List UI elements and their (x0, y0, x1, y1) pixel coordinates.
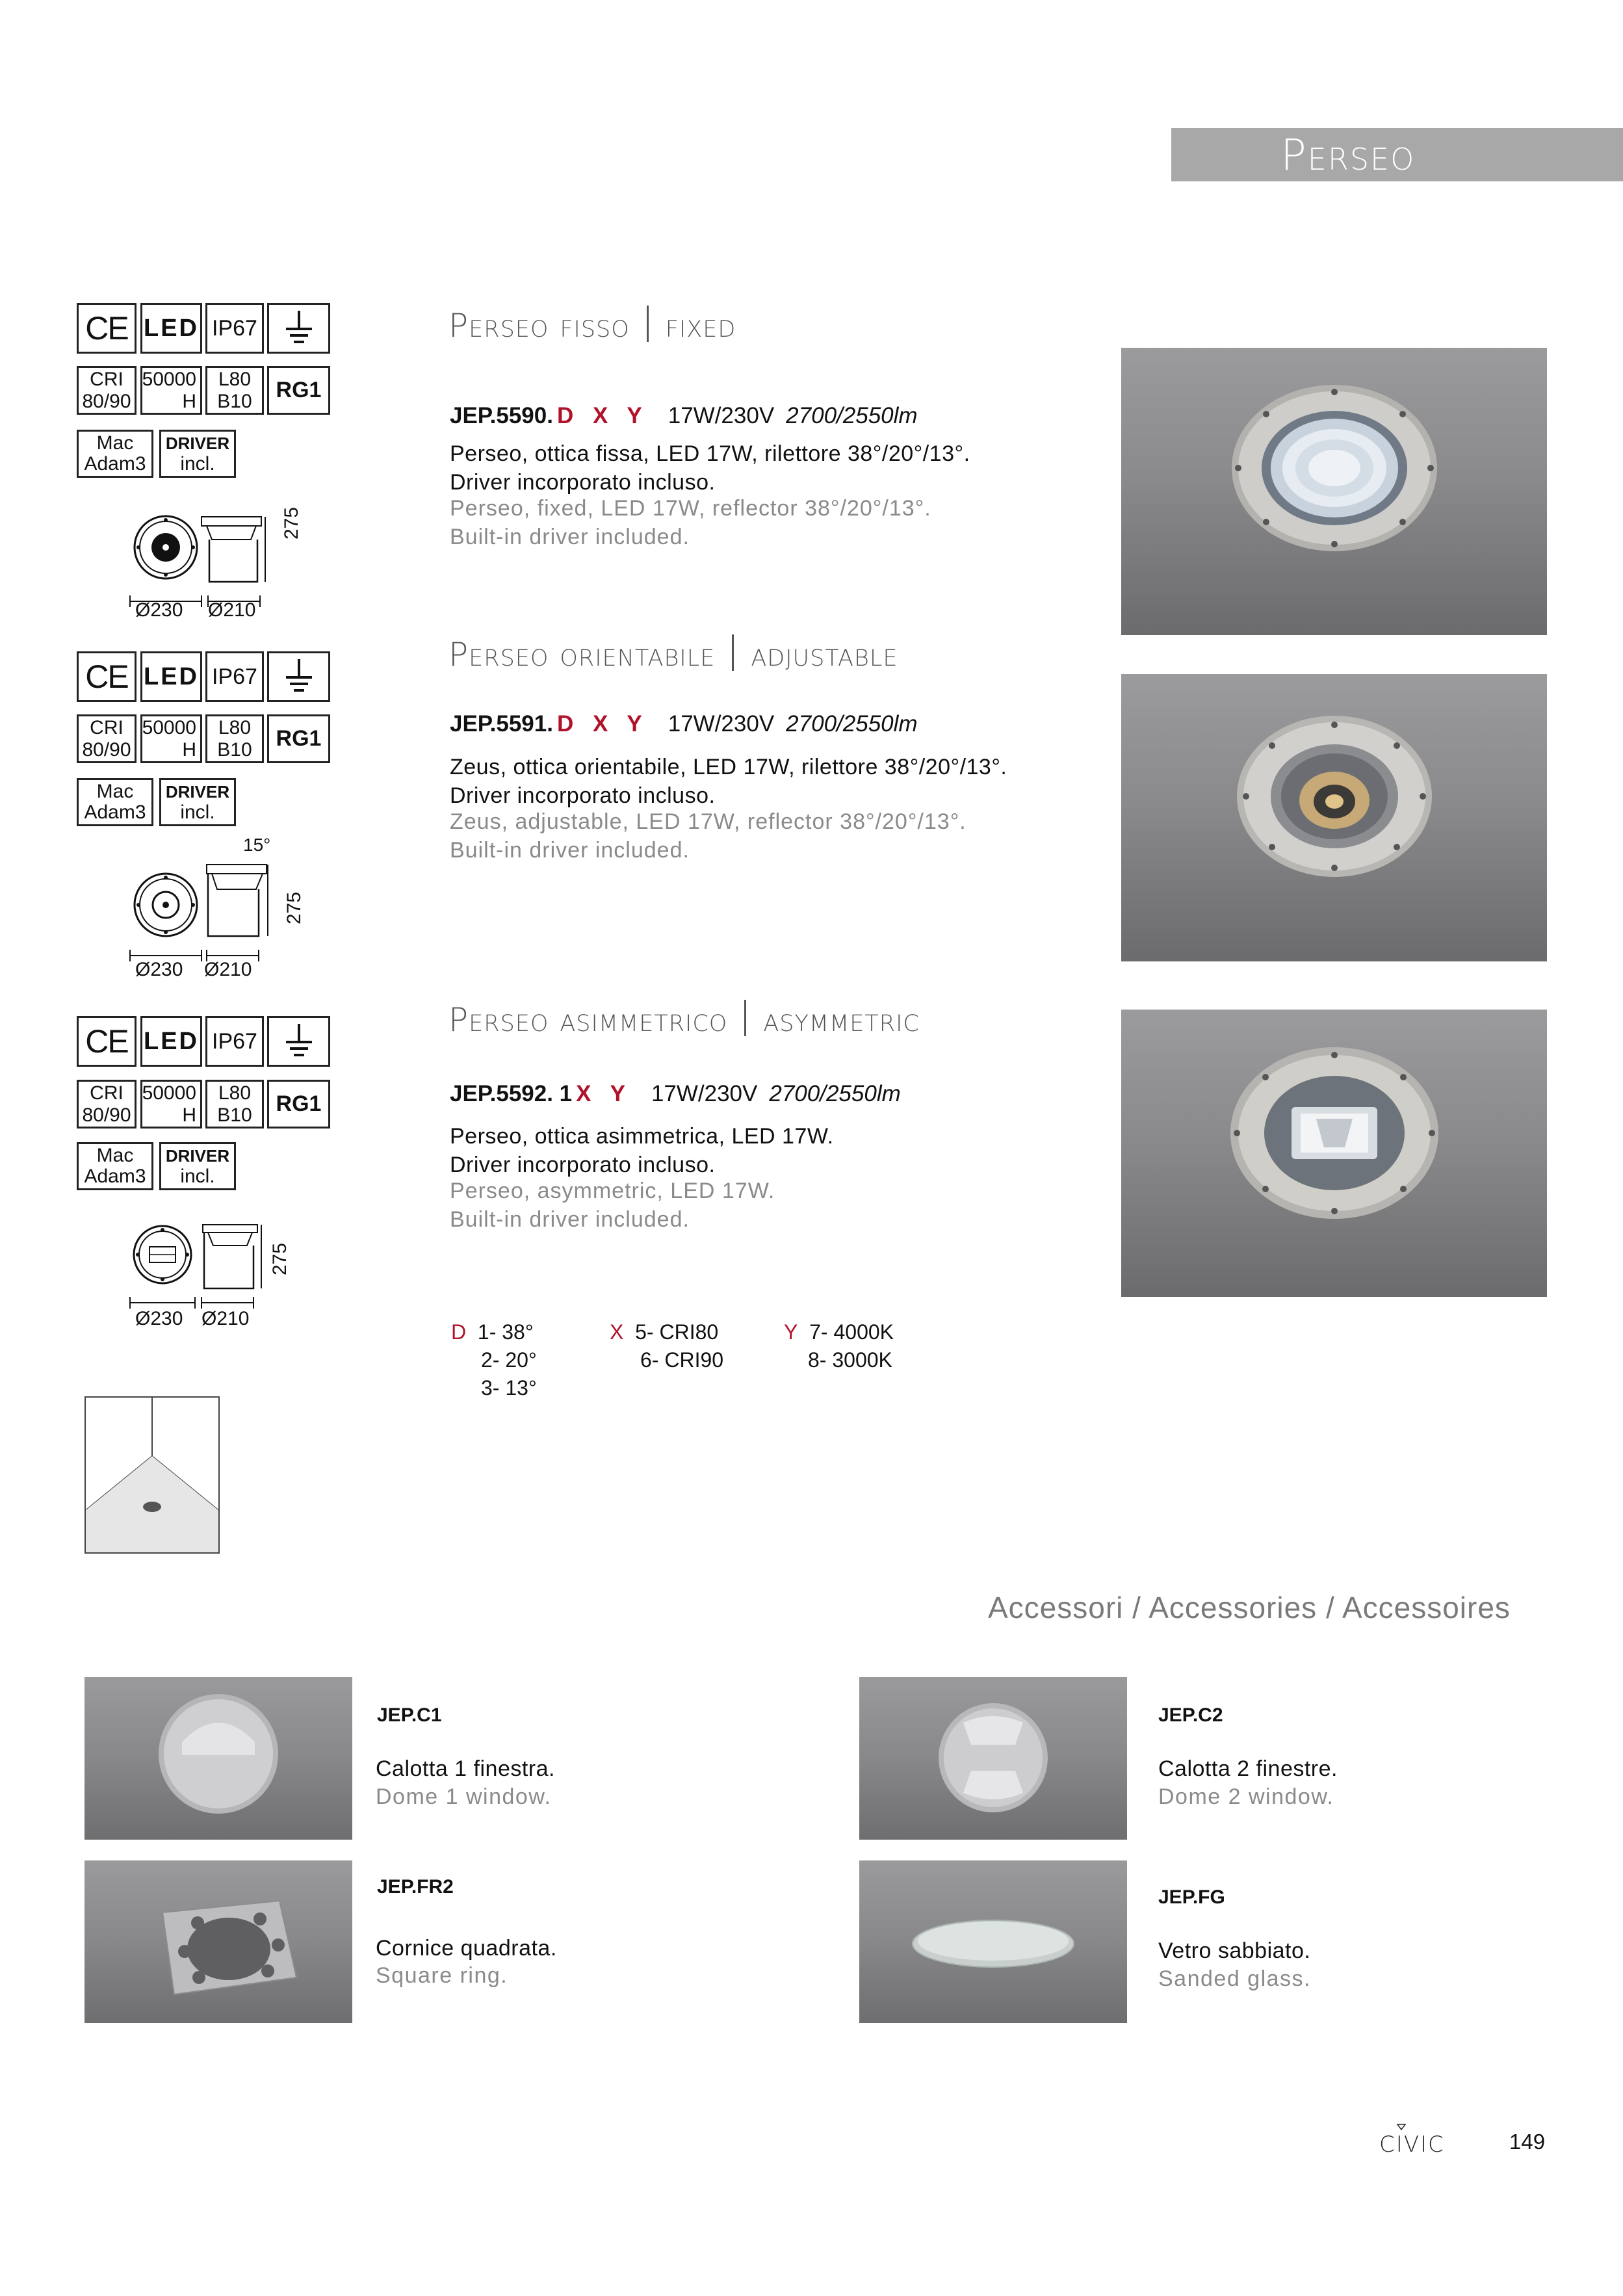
civic-logo-icon (1378, 2120, 1445, 2158)
power-spec: 17W/230V (668, 403, 775, 428)
lumen-spec: 2700/2550lm (786, 711, 918, 737)
accessory-desc-en: Sanded glass. (1158, 1966, 1311, 1991)
driver-badge (159, 778, 236, 826)
accessory-desc-it: Calotta 1 finestra. (376, 1756, 555, 1781)
legend-value: 8- 3000K (808, 1348, 892, 1372)
lifetime-badge (140, 366, 202, 415)
title-divider (744, 1000, 746, 1036)
desc-en-line: Built-in driver included. (450, 838, 690, 863)
lumen-spec: 2700/2550lm (786, 403, 918, 428)
title-en: adjustable (751, 636, 898, 673)
driver-value: incl. (180, 802, 215, 823)
description-en (450, 807, 967, 865)
power-spec: 17W/230V (651, 1081, 758, 1106)
desc-it-line: Driver incorporato incluso. (450, 783, 716, 808)
product-code-line (450, 403, 918, 429)
driver-value: incl. (180, 453, 215, 475)
installation-diagram (84, 1396, 221, 1555)
legend-value: 6- CRI90 (640, 1348, 724, 1372)
desc-it-line: Driver incorporato incluso. (450, 470, 716, 495)
product-code-line (450, 1081, 901, 1107)
dimension-height: 275 (283, 891, 305, 924)
desc-en-line: Perseo, fixed, LED 17W, reflector 38°/20°/13°. (450, 496, 931, 521)
accessory-photo-dome-2 (859, 1677, 1127, 1840)
driver-label: DRIVER (165, 782, 230, 802)
title-divider (647, 306, 649, 342)
accessory-photo-dome-1 (84, 1677, 352, 1840)
product-photo-fixed (1121, 348, 1547, 635)
variant-keys: D X Y (556, 711, 649, 737)
lifetime-unit: H (182, 1104, 196, 1126)
accessory-desc-en: Dome 1 window. (376, 1784, 552, 1809)
description-en (450, 1177, 775, 1234)
title-en: asymmetric (763, 1001, 920, 1039)
l80-b10-badge (205, 714, 264, 763)
desc-it-line: Perseo, ottica fissa, LED 17W, rilettore 38°/20°/13°. (450, 441, 970, 466)
dimension-diameter-outer: Ø230 (135, 959, 183, 980)
accessory-desc-en: Square ring. (376, 1963, 508, 1988)
l80-label: L80 (218, 368, 252, 390)
dimension-diameter-inner: Ø210 (201, 1308, 250, 1329)
page-title: Perseo (1280, 130, 1416, 180)
cri-label: CRI (90, 368, 123, 390)
driver-value: incl. (180, 1166, 215, 1187)
dimension-diameter-inner: Ø210 (208, 599, 256, 621)
cri-value: 80/90 (82, 1104, 131, 1126)
risk-group-badge: RG1 (267, 1080, 330, 1128)
ce-mark-icon: CE (77, 1016, 136, 1067)
section-title-fixed (448, 306, 736, 345)
legend-x (610, 1318, 718, 1346)
cri-badge (77, 1080, 136, 1128)
legend-value: 3- 13° (481, 1376, 537, 1400)
section-title-adjustable (448, 634, 898, 673)
macadam-value: Adam3 (84, 802, 146, 823)
ip-rating-badge: IP67 (205, 303, 264, 354)
ip-rating-badge: IP67 (205, 651, 264, 702)
description-it (450, 1122, 834, 1179)
legend-value: 1- 38° (477, 1320, 534, 1344)
description-en (450, 494, 931, 551)
variant-keys: X Y (576, 1081, 632, 1106)
desc-en-line: Zeus, adjustable, LED 17W, reflector 38°/20°/13°. (450, 809, 967, 834)
tilt-angle: 15° (243, 835, 271, 855)
legend-key-x: X (610, 1320, 624, 1344)
product-photo-adjustable (1121, 674, 1547, 961)
accessories-title: Accessori / Accessories / Accessoires (988, 1591, 1511, 1624)
svg-text:CIVIC: CIVIC (1379, 2132, 1445, 2158)
legend-y (784, 1318, 894, 1346)
variant-keys: D X Y (556, 403, 649, 428)
legend-value: 2- 20° (481, 1348, 537, 1372)
lifetime-unit: H (182, 738, 196, 761)
legend-d (451, 1318, 534, 1346)
legend-key-d: D (451, 1320, 467, 1344)
page-number: 149 (1509, 2130, 1546, 2154)
title-it: Perseo asimmetrico (448, 1001, 728, 1039)
macadam-badge (77, 1142, 153, 1190)
led-icon: LED (140, 1016, 202, 1067)
product-code-line (450, 711, 918, 737)
cri-badge (77, 366, 136, 415)
desc-en-line: Built-in driver included. (450, 525, 690, 549)
l80-b10-badge (205, 366, 264, 415)
macadam-label: Mac (96, 781, 134, 802)
cri-label: CRI (90, 1082, 123, 1104)
accessory-desc-it: Calotta 2 finestre. (1158, 1756, 1338, 1781)
cri-value: 80/90 (82, 390, 131, 412)
ce-mark-icon: CE (77, 303, 136, 354)
driver-badge (159, 1142, 236, 1190)
lifetime-unit: H (182, 390, 196, 412)
risk-group-badge: RG1 (267, 714, 330, 763)
macadam-label: Mac (96, 1145, 134, 1166)
lifetime-value: 50000 (142, 716, 196, 738)
dimension-diameter-outer: Ø230 (135, 1308, 183, 1329)
driver-badge (159, 430, 236, 478)
product-code: JEP.5591. (450, 711, 553, 737)
lifetime-value: 50000 (142, 1082, 196, 1104)
title-en: fixed (665, 307, 736, 345)
desc-it-line: Perseo, ottica asimmetrica, LED 17W. (450, 1124, 834, 1149)
l80-b10-badge (205, 1080, 264, 1128)
macadam-label: Mac (96, 432, 134, 454)
macadam-badge (77, 430, 153, 478)
accessory-code: JEP.C2 (1158, 1704, 1223, 1726)
macadam-badge (77, 778, 153, 826)
cri-label: CRI (90, 716, 123, 738)
desc-en-line: Built-in driver included. (450, 1207, 690, 1232)
l80-label: L80 (218, 1082, 252, 1104)
description-it (450, 439, 970, 497)
product-code: JEP.5592. 1 (450, 1081, 573, 1106)
macadam-value: Adam3 (84, 1166, 146, 1187)
risk-group-badge: RG1 (267, 366, 330, 415)
accessory-photo-square-ring (84, 1860, 352, 2023)
power-spec: 17W/230V (668, 711, 775, 737)
driver-label: DRIVER (165, 434, 230, 453)
accessory-code: JEP.C1 (377, 1704, 442, 1726)
section-title-asymmetric (448, 1000, 920, 1039)
driver-label: DRIVER (165, 1146, 230, 1166)
b10-label: B10 (217, 738, 252, 761)
dimension-height: 275 (269, 1242, 291, 1275)
dimension-height: 275 (281, 506, 302, 540)
legend-value: 7- 4000K (809, 1320, 894, 1344)
product-code: JEP.5590. (450, 403, 553, 428)
accessory-desc-it: Cornice quadrata. (376, 1936, 557, 1961)
led-icon: LED (140, 651, 202, 702)
dimension-diameter-outer: Ø230 (135, 599, 183, 621)
title-divider (732, 634, 734, 671)
accessory-desc-en: Dome 2 window. (1158, 1784, 1334, 1809)
desc-en-line: Perseo, asymmetric, LED 17W. (450, 1179, 775, 1203)
lifetime-badge (140, 714, 202, 763)
desc-it-line: Driver incorporato incluso. (450, 1153, 716, 1177)
accessory-photo-sanded-glass (859, 1860, 1127, 2023)
ground-symbol-icon (267, 651, 330, 702)
accessory-code: JEP.FR2 (377, 1876, 454, 1898)
lifetime-badge (140, 1080, 202, 1128)
cri-badge (77, 714, 136, 763)
title-it: Perseo orientabile (448, 636, 716, 673)
b10-label: B10 (217, 390, 252, 412)
desc-it-line: Zeus, ottica orientabile, LED 17W, rilettore 38°/20°/13°. (450, 755, 1007, 779)
ce-mark-icon: CE (77, 651, 136, 702)
macadam-value: Adam3 (84, 453, 146, 475)
l80-label: L80 (218, 716, 252, 738)
lifetime-value: 50000 (142, 368, 196, 390)
lumen-spec: 2700/2550lm (769, 1081, 901, 1106)
dimension-diameter-inner: Ø210 (204, 959, 252, 980)
product-photo-asymmetric (1121, 1010, 1547, 1297)
title-it: Perseo fisso (448, 307, 630, 345)
ground-symbol-icon (267, 1016, 330, 1067)
accessory-code: JEP.FG (1158, 1886, 1225, 1908)
legend-key-y: Y (784, 1320, 798, 1344)
legend-value: 5- CRI80 (635, 1320, 719, 1344)
cri-value: 80/90 (82, 738, 131, 761)
description-it (450, 753, 1007, 810)
b10-label: B10 (217, 1104, 252, 1126)
accessory-desc-it: Vetro sabbiato. (1158, 1938, 1311, 1963)
led-icon: LED (140, 303, 202, 354)
ground-symbol-icon (267, 303, 330, 354)
ip-rating-badge: IP67 (205, 1016, 264, 1067)
